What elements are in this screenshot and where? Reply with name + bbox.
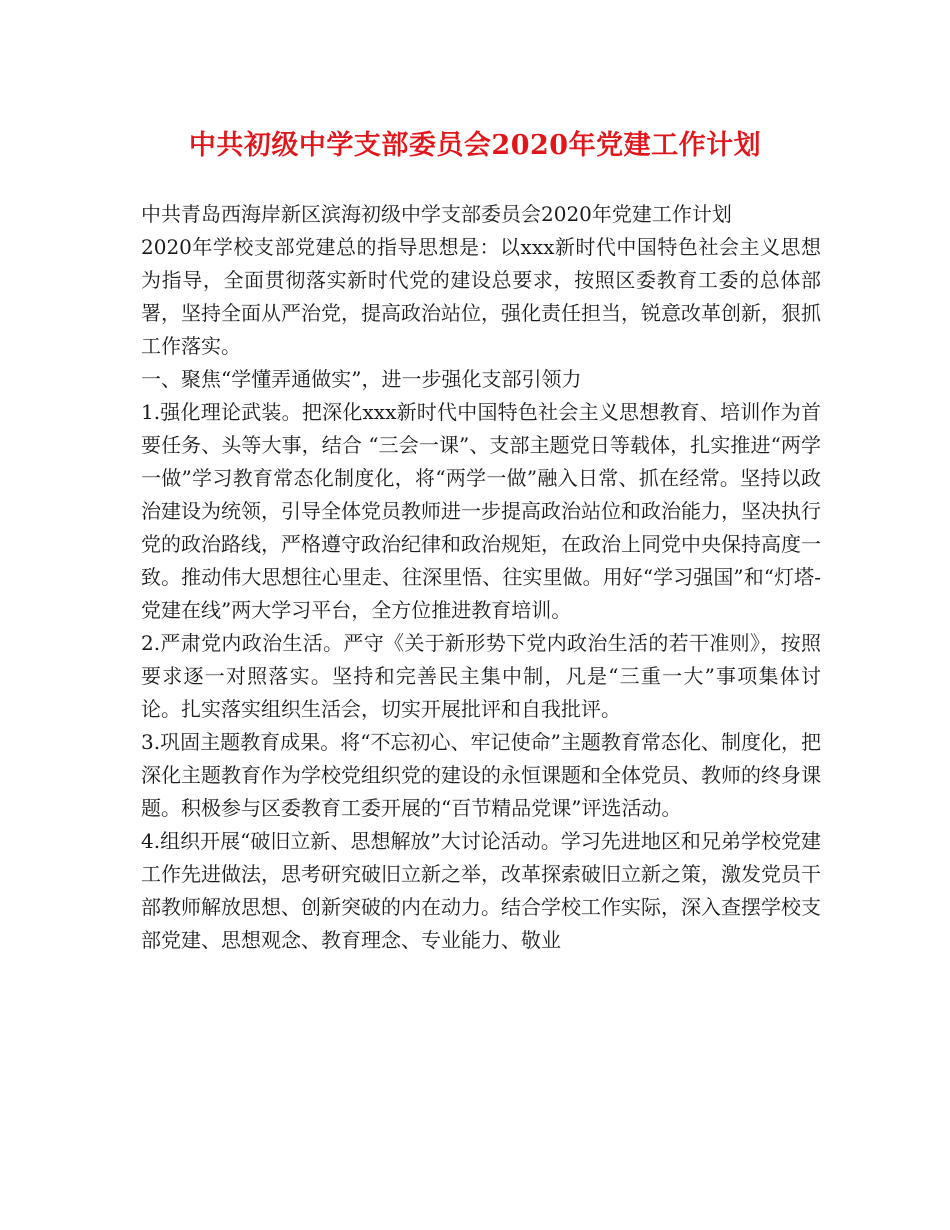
paragraph-item-1: 1.强化理论武装。把深化xxx新时代中国特色社会主义思想教育、培训作为首要任务、头等大事，结合 “三会一课”、支部主题党日等载体，扎实推进“两学一做”学习教育常态化制度化，将“两学一做”融入日常、抓在经常。坚持以政治建设为统领，引导全体党员教师进一步提高政治站位和政治能力，坚决执行党的政治路线，严格遵守政治纪律和政治规矩，在政治上同党中央保持高度一致。推动伟大思想往心里走、往深里悟、往实里做。用好“学习强国”和“灯塔-党建在线”两大学习平台，全方位推进教育培训。 <box>141 400 821 622</box>
document-body <box>141 198 821 957</box>
paragraph-item-3: 3.巩固主题教育成果。将“不忘初心、牢记使命”主题教育常态化、制度化，把深化主题教育作为学校党组织党的建设的永恒课题和全体党员、教师的终身课题。积极参与区委教育工委开展的“百节精品党课”评选活动。 <box>141 730 821 820</box>
paragraph-guiding-thought: 2020年学校支部党建总的指导思想是：以xxx新时代中国特色社会主义思想为指导，全面贯彻落实新时代党的建设总要求，按照区委教育工委的总体部署，坚持全面从严治党，提高政治站位，强化责任担当，锐意改革创新，狠抓工作落实。 <box>141 235 821 358</box>
paragraph-item-4: 4.组织开展“破旧立新、思想解放”大讨论活动。学习先进地区和兄弟学校党建工作先进做法，思考研究破旧立新之举，改革探索破旧立新之策，激发党员干部教师解放思想、创新突破的内在动力。结合学校工作实际，深入查摆学校支部党建、思想观念、教育理念、专业能力、敬业 <box>141 829 821 952</box>
paragraph-item-2: 2.严肃党内政治生活。严守《关于新形势下党内政治生活的若干准则》，按照要求逐一对照落实。坚持和完善民主集中制，凡是“三重一大”事项集体讨论。扎实落实组织生活会，切实开展批评和自我批评。 <box>141 631 821 721</box>
document-title: 中共初级中学支部委员会2020年党建工作计划 <box>188 130 762 161</box>
section-heading-1: 一、聚焦“学懂弄通做实”，进一步强化支部引领力 <box>141 367 582 391</box>
paragraph-subtitle: 中共青岛西海岸新区滨海初级中学支部委员会2020年党建工作计划 <box>141 202 732 226</box>
